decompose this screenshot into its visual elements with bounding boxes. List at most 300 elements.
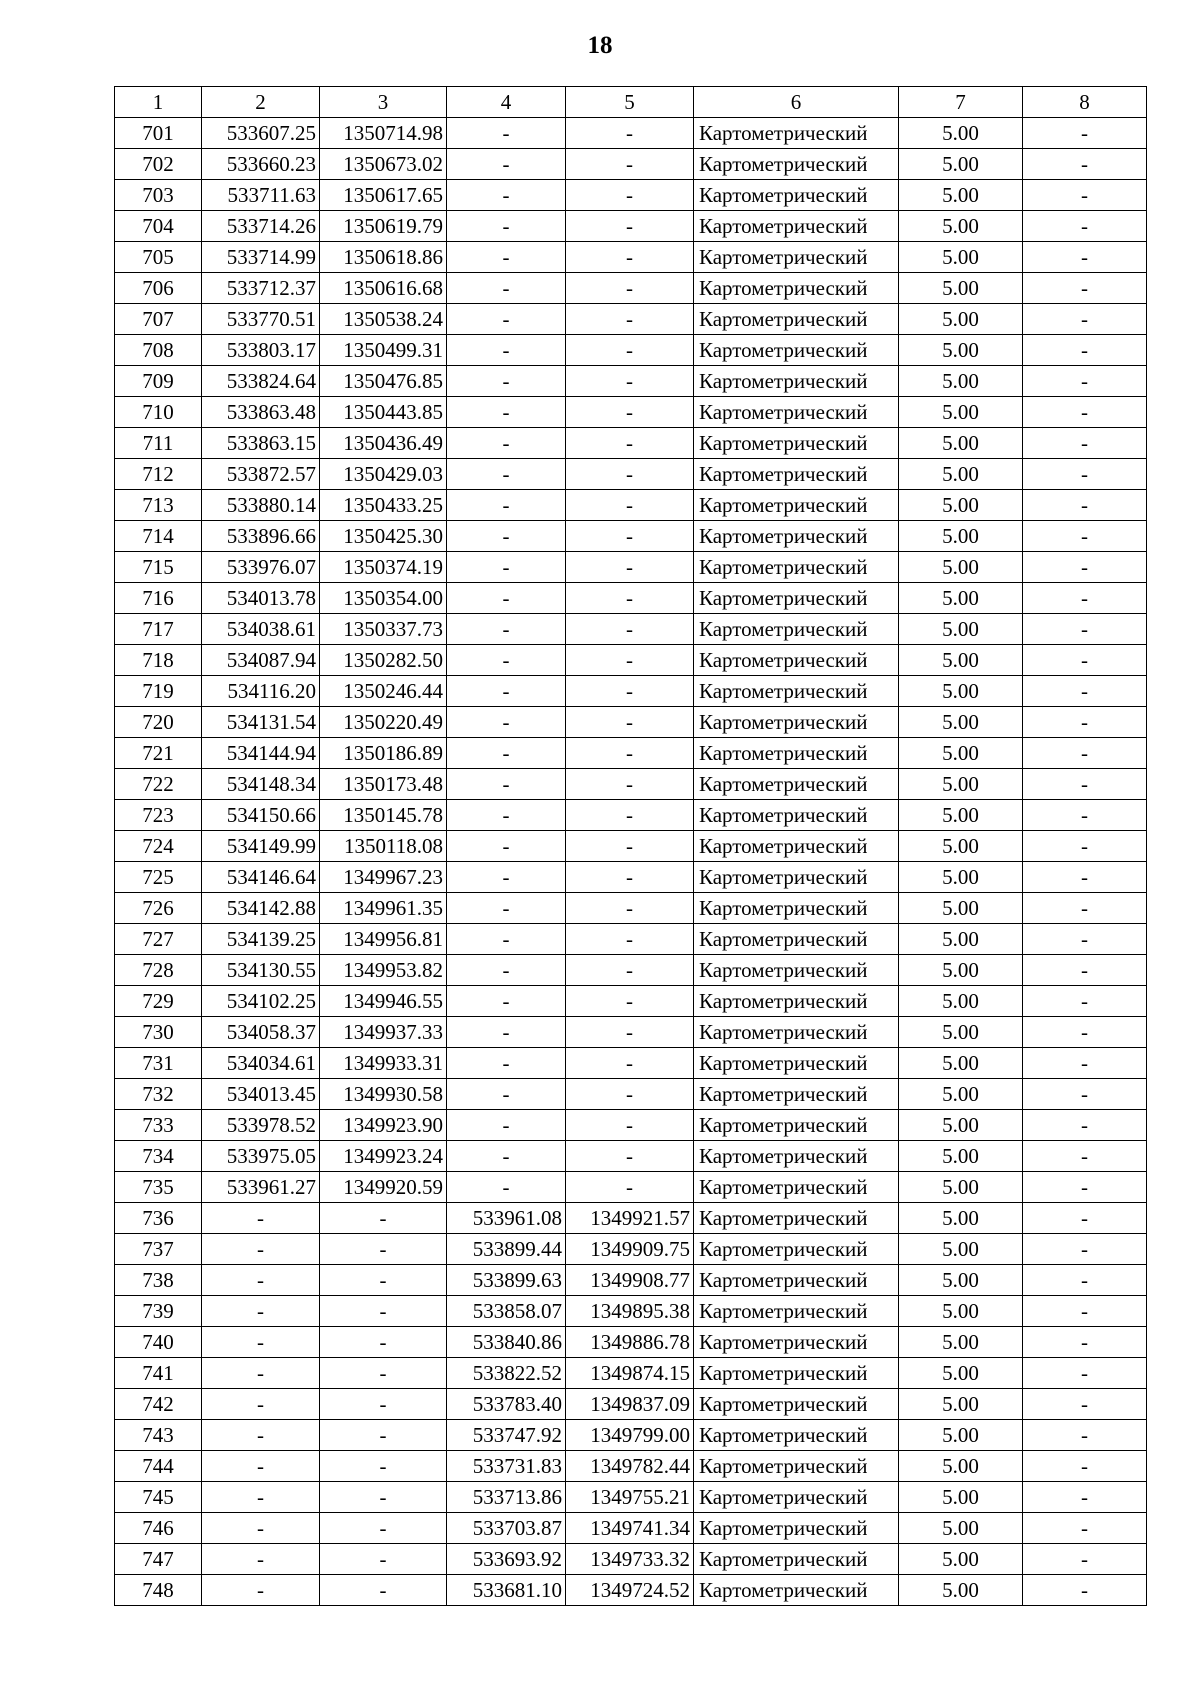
cell-point-number: 738 <box>115 1265 202 1296</box>
cell-y-new: - <box>566 924 694 955</box>
cell-y-existing: - <box>320 1544 447 1575</box>
cell-point-number: 725 <box>115 862 202 893</box>
cell-y-existing: 1350618.86 <box>320 242 447 273</box>
cell-accuracy: 5.00 <box>899 1389 1023 1420</box>
cell-method: Картометрический <box>694 1482 899 1513</box>
cell-method: Картометрический <box>694 1513 899 1544</box>
cell-accuracy: 5.00 <box>899 1234 1023 1265</box>
cell-x-new: - <box>447 862 566 893</box>
cell-x-new: - <box>447 1079 566 1110</box>
cell-point-number: 728 <box>115 955 202 986</box>
table-row <box>115 1575 1147 1606</box>
cell-x-new: - <box>447 335 566 366</box>
cell-x-new: - <box>447 1048 566 1079</box>
cell-point-number: 745 <box>115 1482 202 1513</box>
cell-accuracy: 5.00 <box>899 986 1023 1017</box>
cell-method: Картометрический <box>694 676 899 707</box>
cell-y-existing: 1350617.65 <box>320 180 447 211</box>
cell-y-new: - <box>566 1079 694 1110</box>
table-row <box>115 583 1147 614</box>
cell-note: - <box>1023 428 1147 459</box>
cell-y-new: - <box>566 955 694 986</box>
cell-method: Картометрический <box>694 1079 899 1110</box>
cell-point-number: 742 <box>115 1389 202 1420</box>
cell-note: - <box>1023 676 1147 707</box>
cell-note: - <box>1023 366 1147 397</box>
table-row <box>115 242 1147 273</box>
table-row <box>115 955 1147 986</box>
cell-x-new: - <box>447 645 566 676</box>
cell-method: Картометрический <box>694 490 899 521</box>
cell-x-existing: 533880.14 <box>202 490 320 521</box>
cell-y-existing: 1350173.48 <box>320 769 447 800</box>
cell-y-new: - <box>566 149 694 180</box>
cell-note: - <box>1023 1172 1147 1203</box>
cell-note: - <box>1023 738 1147 769</box>
cell-x-existing: - <box>202 1451 320 1482</box>
table-row <box>115 1451 1147 1482</box>
coordinates-table <box>114 86 1147 1606</box>
cell-note: - <box>1023 304 1147 335</box>
cell-y-existing: 1350337.73 <box>320 614 447 645</box>
table-row <box>115 490 1147 521</box>
cell-x-existing: 533976.07 <box>202 552 320 583</box>
cell-x-existing: - <box>202 1358 320 1389</box>
table-row <box>115 924 1147 955</box>
cell-note: - <box>1023 924 1147 955</box>
cell-point-number: 708 <box>115 335 202 366</box>
cell-x-existing: 533872.57 <box>202 459 320 490</box>
cell-method: Картометрический <box>694 149 899 180</box>
cell-y-new: - <box>566 180 694 211</box>
cell-accuracy: 5.00 <box>899 800 1023 831</box>
cell-y-existing: 1350186.89 <box>320 738 447 769</box>
cell-x-new: 533899.44 <box>447 1234 566 1265</box>
cell-x-existing: 534142.88 <box>202 893 320 924</box>
cell-method: Картометрический <box>694 583 899 614</box>
cell-accuracy: 5.00 <box>899 1110 1023 1141</box>
cell-note: - <box>1023 1544 1147 1575</box>
cell-method: Картометрический <box>694 1389 899 1420</box>
cell-note: - <box>1023 490 1147 521</box>
cell-y-new: 1349755.21 <box>566 1482 694 1513</box>
table-row <box>115 614 1147 645</box>
cell-method: Картометрический <box>694 304 899 335</box>
cell-x-existing: 534131.54 <box>202 707 320 738</box>
cell-point-number: 741 <box>115 1358 202 1389</box>
cell-y-new: 1349886.78 <box>566 1327 694 1358</box>
cell-accuracy: 5.00 <box>899 1544 1023 1575</box>
table-row <box>115 1482 1147 1513</box>
cell-point-number: 729 <box>115 986 202 1017</box>
cell-accuracy: 5.00 <box>899 1079 1023 1110</box>
cell-method: Картометрический <box>694 769 899 800</box>
cell-note: - <box>1023 552 1147 583</box>
cell-y-existing: - <box>320 1358 447 1389</box>
cell-point-number: 735 <box>115 1172 202 1203</box>
cell-y-existing: 1350538.24 <box>320 304 447 335</box>
cell-note: - <box>1023 614 1147 645</box>
cell-accuracy: 5.00 <box>899 1141 1023 1172</box>
cell-y-existing: 1350429.03 <box>320 459 447 490</box>
cell-point-number: 713 <box>115 490 202 521</box>
cell-point-number: 714 <box>115 521 202 552</box>
cell-y-existing: 1349933.31 <box>320 1048 447 1079</box>
cell-y-existing: 1350145.78 <box>320 800 447 831</box>
cell-y-new: - <box>566 335 694 366</box>
cell-x-existing: 534116.20 <box>202 676 320 707</box>
cell-y-existing: 1350374.19 <box>320 552 447 583</box>
cell-accuracy: 5.00 <box>899 180 1023 211</box>
cell-point-number: 720 <box>115 707 202 738</box>
cell-method: Картометрический <box>694 614 899 645</box>
table-row <box>115 1327 1147 1358</box>
cell-x-existing: 534058.37 <box>202 1017 320 1048</box>
cell-y-new: - <box>566 397 694 428</box>
cell-y-new: - <box>566 676 694 707</box>
cell-method: Картометрический <box>694 645 899 676</box>
cell-method: Картометрический <box>694 862 899 893</box>
cell-y-existing: 1350436.49 <box>320 428 447 459</box>
cell-method: Картометрический <box>694 1420 899 1451</box>
cell-note: - <box>1023 1265 1147 1296</box>
cell-y-new: - <box>566 800 694 831</box>
cell-note: - <box>1023 986 1147 1017</box>
cell-method: Картометрический <box>694 118 899 149</box>
cell-note: - <box>1023 1420 1147 1451</box>
cell-accuracy: 5.00 <box>899 304 1023 335</box>
table-row <box>115 335 1147 366</box>
cell-y-new: 1349724.52 <box>566 1575 694 1606</box>
cell-x-existing: 534149.99 <box>202 831 320 862</box>
table-row <box>115 800 1147 831</box>
cell-method: Картометрический <box>694 707 899 738</box>
table-row <box>115 1420 1147 1451</box>
table-row <box>115 1172 1147 1203</box>
table-row <box>115 1203 1147 1234</box>
cell-y-existing: 1350714.98 <box>320 118 447 149</box>
cell-y-existing: 1349953.82 <box>320 955 447 986</box>
table-row <box>115 1110 1147 1141</box>
table-row <box>115 366 1147 397</box>
cell-point-number: 709 <box>115 366 202 397</box>
cell-y-new: - <box>566 986 694 1017</box>
table-row <box>115 521 1147 552</box>
cell-x-existing: - <box>202 1296 320 1327</box>
cell-y-existing: - <box>320 1451 447 1482</box>
cell-x-new: - <box>447 707 566 738</box>
table-row <box>115 893 1147 924</box>
cell-note: - <box>1023 1513 1147 1544</box>
cell-method: Картометрический <box>694 242 899 273</box>
cell-method: Картометрический <box>694 1203 899 1234</box>
cell-point-number: 701 <box>115 118 202 149</box>
cell-accuracy: 5.00 <box>899 149 1023 180</box>
cell-y-new: - <box>566 1141 694 1172</box>
cell-x-new: 533731.83 <box>447 1451 566 1482</box>
cell-accuracy: 5.00 <box>899 1420 1023 1451</box>
cell-x-new: - <box>447 955 566 986</box>
cell-accuracy: 5.00 <box>899 955 1023 986</box>
cell-y-new: - <box>566 707 694 738</box>
cell-y-existing: 1350425.30 <box>320 521 447 552</box>
cell-y-existing: 1350476.85 <box>320 366 447 397</box>
cell-x-existing: - <box>202 1544 320 1575</box>
cell-x-existing: 533896.66 <box>202 521 320 552</box>
cell-y-new: - <box>566 521 694 552</box>
cell-y-existing: - <box>320 1327 447 1358</box>
cell-x-existing: 534144.94 <box>202 738 320 769</box>
cell-y-new: 1349895.38 <box>566 1296 694 1327</box>
cell-y-new: - <box>566 211 694 242</box>
cell-method: Картометрический <box>694 1265 899 1296</box>
cell-accuracy: 5.00 <box>899 242 1023 273</box>
cell-x-new: - <box>447 676 566 707</box>
cell-method: Картометрический <box>694 1172 899 1203</box>
cell-method: Картометрический <box>694 1234 899 1265</box>
cell-note: - <box>1023 1141 1147 1172</box>
table-row <box>115 831 1147 862</box>
cell-note: - <box>1023 893 1147 924</box>
cell-x-existing: - <box>202 1203 320 1234</box>
table-row <box>115 1296 1147 1327</box>
cell-accuracy: 5.00 <box>899 1296 1023 1327</box>
table-row <box>115 676 1147 707</box>
cell-y-existing: - <box>320 1420 447 1451</box>
cell-note: - <box>1023 335 1147 366</box>
column-header: 8 <box>1023 87 1147 118</box>
table-row <box>115 645 1147 676</box>
table-header-row <box>115 87 1147 118</box>
cell-method: Картометрический <box>694 831 899 862</box>
cell-note: - <box>1023 521 1147 552</box>
cell-x-existing: - <box>202 1327 320 1358</box>
cell-point-number: 731 <box>115 1048 202 1079</box>
cell-note: - <box>1023 397 1147 428</box>
cell-note: - <box>1023 118 1147 149</box>
cell-y-existing: 1349967.23 <box>320 862 447 893</box>
cell-y-new: - <box>566 273 694 304</box>
table-row <box>115 1389 1147 1420</box>
cell-method: Картометрический <box>694 335 899 366</box>
column-header: 1 <box>115 87 202 118</box>
cell-y-existing: 1349956.81 <box>320 924 447 955</box>
column-header: 6 <box>694 87 899 118</box>
cell-note: - <box>1023 1389 1147 1420</box>
table-row <box>115 428 1147 459</box>
cell-y-existing: 1350619.79 <box>320 211 447 242</box>
cell-note: - <box>1023 1327 1147 1358</box>
cell-x-new: - <box>447 1017 566 1048</box>
cell-point-number: 718 <box>115 645 202 676</box>
cell-y-existing: 1350443.85 <box>320 397 447 428</box>
cell-accuracy: 5.00 <box>899 397 1023 428</box>
cell-note: - <box>1023 707 1147 738</box>
cell-y-new: 1349741.34 <box>566 1513 694 1544</box>
cell-point-number: 712 <box>115 459 202 490</box>
cell-x-new: 533783.40 <box>447 1389 566 1420</box>
cell-point-number: 748 <box>115 1575 202 1606</box>
cell-accuracy: 5.00 <box>899 211 1023 242</box>
cell-y-existing: 1349920.59 <box>320 1172 447 1203</box>
cell-y-new: - <box>566 304 694 335</box>
cell-y-existing: - <box>320 1265 447 1296</box>
table-row <box>115 211 1147 242</box>
cell-x-new: - <box>447 738 566 769</box>
cell-y-existing: - <box>320 1389 447 1420</box>
cell-y-existing: 1350282.50 <box>320 645 447 676</box>
cell-y-new: - <box>566 552 694 583</box>
cell-point-number: 716 <box>115 583 202 614</box>
cell-accuracy: 5.00 <box>899 1513 1023 1544</box>
cell-accuracy: 5.00 <box>899 645 1023 676</box>
cell-note: - <box>1023 645 1147 676</box>
cell-y-new: - <box>566 490 694 521</box>
cell-accuracy: 5.00 <box>899 459 1023 490</box>
cell-y-existing: - <box>320 1575 447 1606</box>
cell-method: Картометрический <box>694 986 899 1017</box>
table-row <box>115 1048 1147 1079</box>
cell-method: Картометрический <box>694 1110 899 1141</box>
cell-method: Картометрический <box>694 800 899 831</box>
cell-note: - <box>1023 149 1147 180</box>
cell-x-existing: - <box>202 1482 320 1513</box>
table-row <box>115 1544 1147 1575</box>
cell-method: Картометрический <box>694 1327 899 1358</box>
cell-y-new: - <box>566 428 694 459</box>
cell-note: - <box>1023 211 1147 242</box>
cell-method: Картометрический <box>694 180 899 211</box>
cell-point-number: 707 <box>115 304 202 335</box>
column-header: 7 <box>899 87 1023 118</box>
cell-point-number: 727 <box>115 924 202 955</box>
table-row <box>115 1513 1147 1544</box>
cell-y-existing: 1350118.08 <box>320 831 447 862</box>
cell-x-new: - <box>447 986 566 1017</box>
cell-accuracy: 5.00 <box>899 831 1023 862</box>
cell-x-new: - <box>447 1141 566 1172</box>
cell-x-existing: 534013.45 <box>202 1079 320 1110</box>
cell-x-new: - <box>447 180 566 211</box>
table-body <box>115 118 1147 1606</box>
cell-note: - <box>1023 1079 1147 1110</box>
cell-y-existing: 1349930.58 <box>320 1079 447 1110</box>
cell-method: Картометрический <box>694 459 899 490</box>
cell-x-existing: 534087.94 <box>202 645 320 676</box>
table-row <box>115 1265 1147 1296</box>
cell-method: Картометрический <box>694 1048 899 1079</box>
cell-x-new: - <box>447 1172 566 1203</box>
cell-note: - <box>1023 1358 1147 1389</box>
cell-method: Картометрический <box>694 1451 899 1482</box>
cell-y-new: 1349874.15 <box>566 1358 694 1389</box>
table-row <box>115 862 1147 893</box>
cell-y-existing: - <box>320 1203 447 1234</box>
cell-y-new: - <box>566 862 694 893</box>
column-header: 4 <box>447 87 566 118</box>
cell-note: - <box>1023 459 1147 490</box>
cell-x-new: - <box>447 242 566 273</box>
cell-accuracy: 5.00 <box>899 428 1023 459</box>
cell-x-new: 533713.86 <box>447 1482 566 1513</box>
cell-x-new: - <box>447 397 566 428</box>
table-row <box>115 1358 1147 1389</box>
cell-note: - <box>1023 242 1147 273</box>
cell-accuracy: 5.00 <box>899 1575 1023 1606</box>
cell-y-new: 1349908.77 <box>566 1265 694 1296</box>
cell-x-new: - <box>447 800 566 831</box>
table-row <box>115 1141 1147 1172</box>
cell-point-number: 740 <box>115 1327 202 1358</box>
cell-point-number: 719 <box>115 676 202 707</box>
cell-x-new: - <box>447 118 566 149</box>
cell-method: Картометрический <box>694 738 899 769</box>
table-row <box>115 149 1147 180</box>
cell-note: - <box>1023 1048 1147 1079</box>
cell-method: Картометрический <box>694 397 899 428</box>
cell-accuracy: 5.00 <box>899 614 1023 645</box>
cell-method: Картометрический <box>694 924 899 955</box>
cell-y-new: - <box>566 1017 694 1048</box>
page-number: 18 <box>587 32 613 59</box>
cell-method: Картометрический <box>694 521 899 552</box>
cell-point-number: 730 <box>115 1017 202 1048</box>
cell-method: Картометрический <box>694 1141 899 1172</box>
cell-note: - <box>1023 273 1147 304</box>
cell-x-new: - <box>447 1110 566 1141</box>
cell-method: Картометрический <box>694 1296 899 1327</box>
cell-y-new: 1349837.09 <box>566 1389 694 1420</box>
cell-method: Картометрический <box>694 366 899 397</box>
cell-y-existing: 1350673.02 <box>320 149 447 180</box>
cell-accuracy: 5.00 <box>899 490 1023 521</box>
table-row <box>115 552 1147 583</box>
column-header: 5 <box>566 87 694 118</box>
cell-x-existing: 534034.61 <box>202 1048 320 1079</box>
cell-method: Картометрический <box>694 893 899 924</box>
cell-note: - <box>1023 800 1147 831</box>
cell-x-existing: 533714.99 <box>202 242 320 273</box>
cell-x-existing: 533770.51 <box>202 304 320 335</box>
cell-note: - <box>1023 831 1147 862</box>
cell-x-new: 533747.92 <box>447 1420 566 1451</box>
cell-y-existing: - <box>320 1482 447 1513</box>
cell-y-new: - <box>566 242 694 273</box>
cell-accuracy: 5.00 <box>899 862 1023 893</box>
cell-y-new: - <box>566 645 694 676</box>
cell-accuracy: 5.00 <box>899 676 1023 707</box>
cell-x-existing: 534150.66 <box>202 800 320 831</box>
cell-point-number: 704 <box>115 211 202 242</box>
cell-accuracy: 5.00 <box>899 1048 1023 1079</box>
cell-point-number: 715 <box>115 552 202 583</box>
cell-x-existing: 533863.48 <box>202 397 320 428</box>
table-row <box>115 769 1147 800</box>
cell-point-number: 703 <box>115 180 202 211</box>
cell-point-number: 744 <box>115 1451 202 1482</box>
cell-point-number: 733 <box>115 1110 202 1141</box>
cell-point-number: 702 <box>115 149 202 180</box>
cell-method: Картометрический <box>694 273 899 304</box>
cell-x-new: 533961.08 <box>447 1203 566 1234</box>
cell-x-new: - <box>447 459 566 490</box>
cell-x-new: - <box>447 583 566 614</box>
cell-point-number: 711 <box>115 428 202 459</box>
cell-x-existing: 534013.78 <box>202 583 320 614</box>
cell-y-existing: 1350246.44 <box>320 676 447 707</box>
cell-x-new: - <box>447 831 566 862</box>
table-row <box>115 118 1147 149</box>
